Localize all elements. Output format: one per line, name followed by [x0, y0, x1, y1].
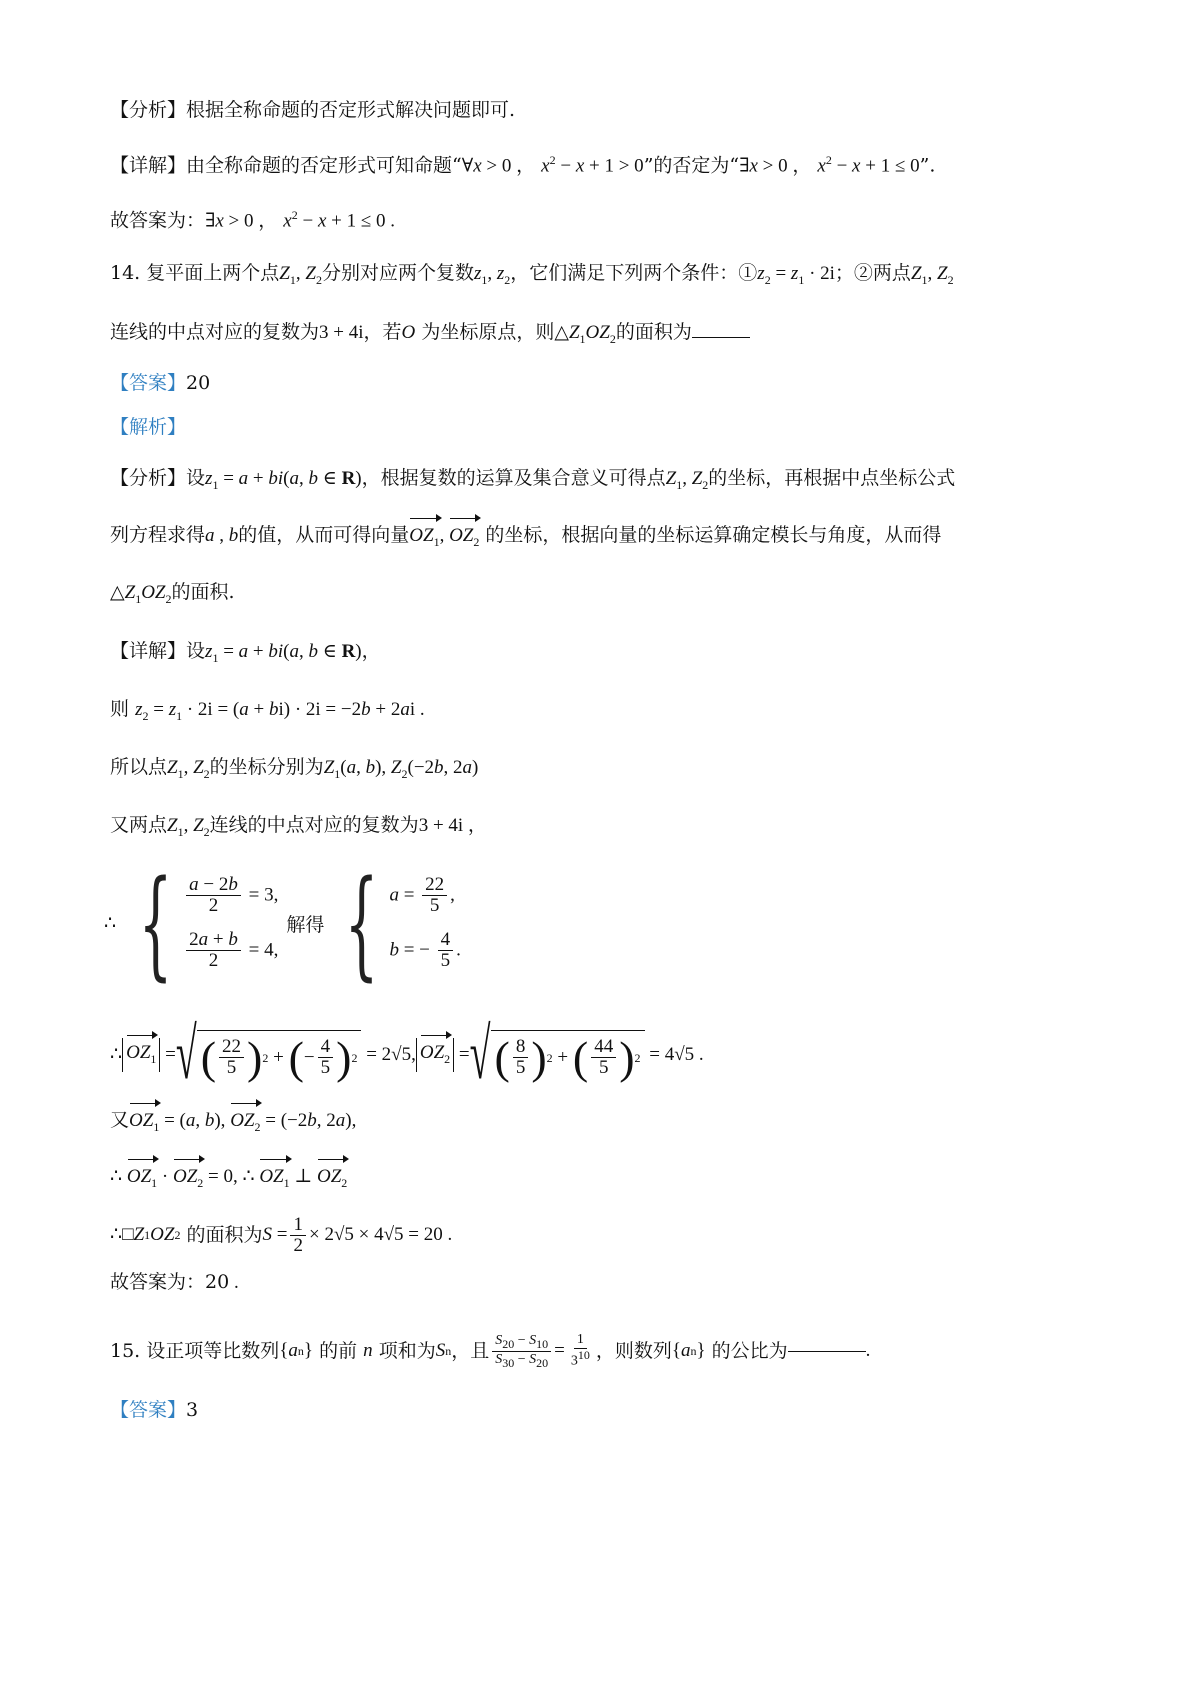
q13-answer: 故答案为：∃x > 0 ， $x^2 - x + 1 \le 0$ .	[110, 208, 396, 232]
q13-analysis: 【分析】根据全称命题的否定形式解决问题即可.	[110, 99, 516, 121]
q14-stem-line2: 连线的中点对应的复数为3 + 4i，若O 为坐标原点，则$\triangle Z_1OZ_2$的面积为	[110, 318, 750, 353]
equation-system: ∴ { $\frac{a - 2b}{2}$ = 3, $\frac{2a + b}{2}$ = 4, 解得 { a = $\frac{22}{5}$ , b = − $\frac{4}{5}$ .	[104, 854, 461, 992]
q14-analysis-line2: 列方程求得a , b的值，从而可得向量$OZ_1$, $OZ_2$ 的坐标，根据向量的坐标运算确定模长与角度，从而得	[110, 521, 941, 556]
q14-final: 故答案为：20 .	[110, 1271, 239, 1293]
answer-blank	[692, 337, 750, 338]
q14-step3: 又两点$Z_1$, $Z_2$连线的中点对应的复数为3 + 4i ，	[110, 814, 487, 839]
q14-step6: 又$OZ_1 = (a$, b), $OZ_2 = (-2b$, 2a),	[110, 1106, 356, 1141]
q14-step2: 所以点$Z_1$, $Z_2$的坐标分别为$Z_1(a$, b), $Z_2(-2b$, 2a)	[110, 756, 479, 781]
q14-step8: ∴□ Z 1 OZ 2 的面积为 S = $\frac{1}{2}$ × 2√5 × 4√5 = 20 .	[110, 1213, 453, 1256]
q14-stem-line1: 14. 复平面上两个点$Z_1$, $Z_2$分别对应两个复数$z_1$, $z_2$，它们满足下列两个条件：$①z_2 = z_1 \cdot 2i$；②两点$Z_1$, $Z_2$	[110, 262, 954, 287]
answer-blank	[788, 1351, 866, 1352]
q14-jiexi: 【解析】	[110, 416, 187, 438]
q14-step7: ∴ $OZ_1 \cdot OZ_2 = 0$, ∴ $OZ_1$ ⊥ $OZ_2$	[110, 1162, 347, 1197]
q14-analysis-line3: $\triangle Z_1OZ_2$的面积.	[110, 581, 235, 606]
left-brace-2: {	[345, 854, 379, 992]
left-brace: {	[138, 854, 173, 992]
q14-modulus: ∴ $OZ_1$ = √ ( $\frac{22}{5}$ ) 2 + ( − $\frac{4}{5}$ ) 2 = 2√5, $OZ_2$ = √ ( $\frac{8}{5}$ ) 2 + ( $\frac{44}{5}$ ) 2 = 4√5 .	[110, 1015, 704, 1095]
q14-answer: 【答案】20	[110, 372, 211, 394]
q14-analysis-line1: 【分析】设$z_1 = a + bi(a$, b ∈ R)，根据复数的运算及集合意义可得点$Z_1$, $Z_2$的坐标，再根据中点坐标公式	[110, 467, 956, 492]
q14-step1: 则 $z_2 = z_1 \cdot 2i = (a + bi) \cdot 2i = -2b + 2ai$ .	[110, 698, 425, 723]
q13-detail: 【详解】由全称命题的否定形式可知命题“∀x > 0 ， $x^2 - x + 1 > 0$”的否定为“∃x > 0 ， $x^2 - x + 1 \le 0$”.	[110, 153, 936, 177]
q14-detail: 【详解】设$z_1 = a + bi(a$, b ∈ R)，	[110, 640, 381, 665]
q15-stem: 15. 设正项等比数列 { a n } 的前 n 项和为 S n ，且 $\frac{S_{20} - S_{10}}{S_{30} - S_{20}}$ = $\frac{1}{3^{10}}$ ，则数列 { a n } 的公比为 .	[110, 1331, 871, 1370]
q15-answer: 【答案】3	[110, 1399, 199, 1421]
